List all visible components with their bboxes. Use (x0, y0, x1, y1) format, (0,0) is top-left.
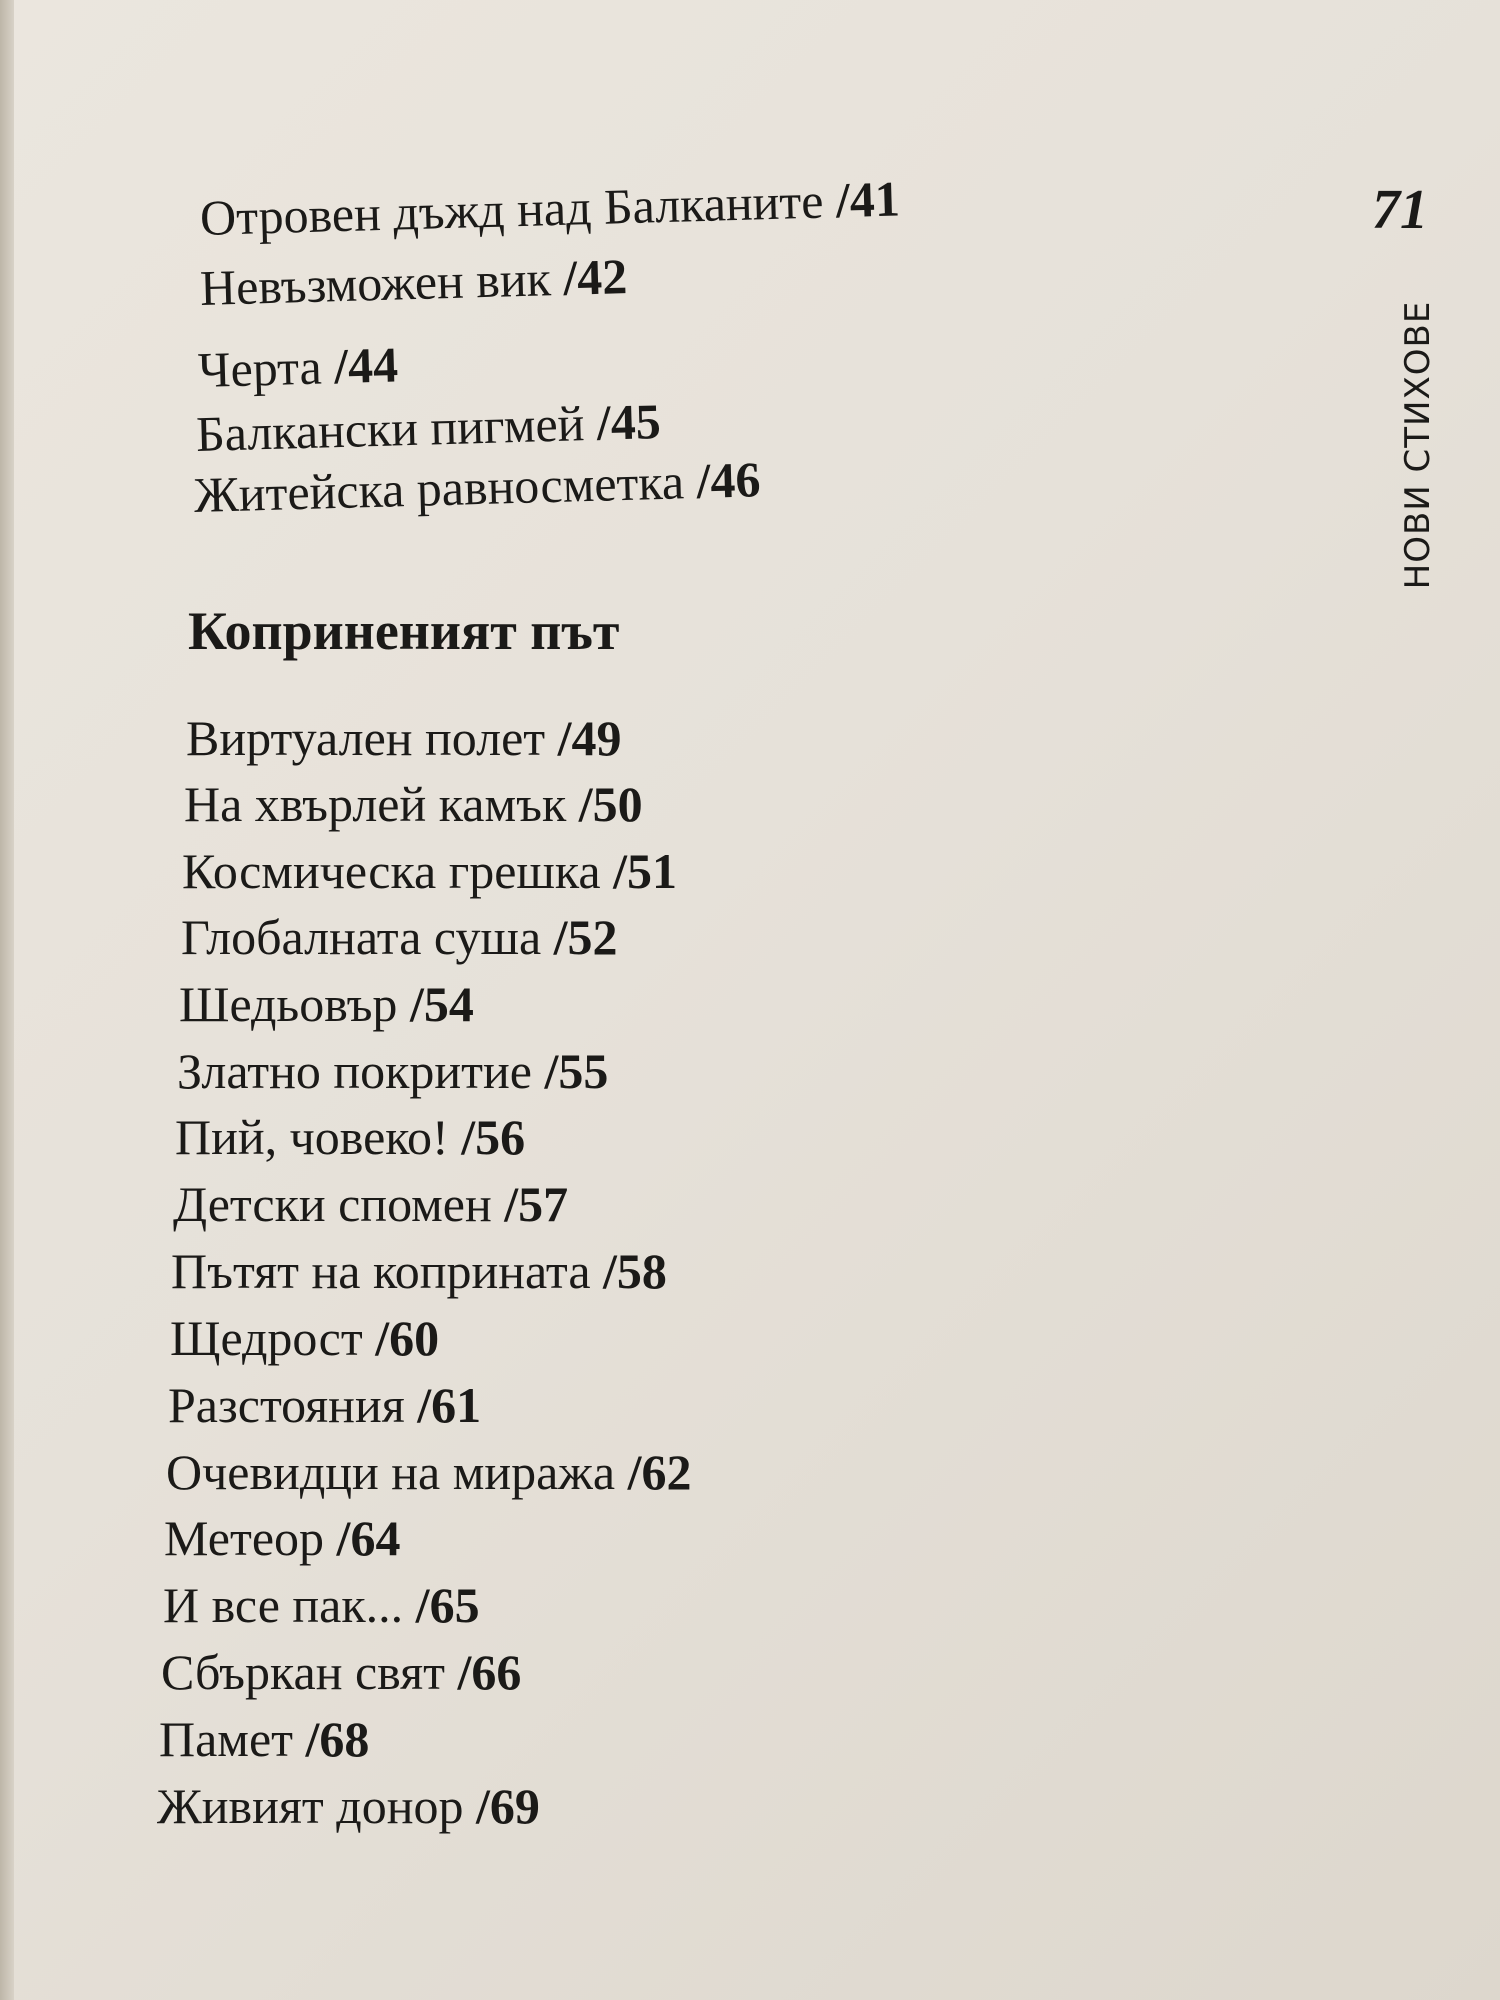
toc-entry-page: /56 (461, 1109, 526, 1165)
toc-entry-page: /58 (603, 1243, 667, 1299)
toc-entry-page: /61 (417, 1377, 482, 1433)
toc-entry (171, 1241, 667, 1301)
toc-entry-title: Щедрост (170, 1310, 376, 1366)
toc-entry-title: Отровен дъжд над Балканите (199, 172, 837, 246)
toc-entry-title: И все пак... (163, 1577, 416, 1633)
toc-entry-page: /45 (596, 393, 662, 451)
toc-entry (199, 168, 900, 248)
toc-entry (157, 1776, 540, 1836)
toc-entry-page: /60 (375, 1310, 440, 1366)
toc-entry-page: /65 (415, 1577, 480, 1633)
toc-entry (184, 774, 643, 834)
toc-entry-page: /42 (562, 248, 628, 306)
toc-entry (159, 1709, 369, 1769)
toc-entry (179, 974, 474, 1034)
toc-entry (163, 1575, 480, 1635)
toc-entry-title: Памет (159, 1711, 306, 1767)
running-header: НОВИ СТИХОВЕ (1398, 300, 1438, 590)
toc-entry-title: На хвърлей камък (184, 776, 579, 832)
toc-entry (177, 1041, 608, 1101)
toc-entry-title: Разстояния (168, 1377, 418, 1433)
toc-entry-title: Пий, човеко! (175, 1109, 462, 1165)
toc-entry (175, 1107, 525, 1167)
toc-entry-title: Виртуален полет (186, 710, 558, 766)
toc-entry-title: Балкански пигмей (195, 394, 598, 462)
page-number: 71 (1372, 179, 1428, 241)
toc-entry-page: /66 (457, 1644, 522, 1700)
toc-entry-page: /51 (613, 843, 678, 899)
toc-entry-page: /55 (544, 1043, 609, 1099)
toc-entry (197, 334, 399, 400)
toc-entry (173, 1174, 568, 1234)
toc-entry-page: /41 (835, 170, 901, 229)
toc-entry (181, 907, 618, 967)
toc-entry-title: Невъзможен вик (199, 249, 565, 316)
toc-entry (170, 1308, 439, 1368)
toc-entry-page: /62 (627, 1444, 692, 1500)
toc-entry-page: /69 (475, 1778, 540, 1834)
toc-entry-title: Златно покритие (177, 1043, 545, 1099)
toc-entry-page: /57 (504, 1176, 569, 1232)
toc-entry-title: Черта (197, 338, 335, 398)
toc-entry-page: /50 (578, 776, 643, 832)
toc-entry-page: /52 (553, 909, 618, 965)
toc-entry-title: Детски спомен (173, 1176, 505, 1232)
toc-entry-page: /44 (333, 336, 399, 395)
toc-entry-title: Пътят на коприната (171, 1243, 604, 1299)
toc-entry-page: /54 (409, 976, 474, 1032)
toc-entry-title: Космическа грешка (182, 843, 614, 899)
toc-entry-page: /46 (695, 451, 762, 509)
toc-entry (164, 1508, 400, 1568)
toc-entry-title: Очевидци на миража (166, 1444, 628, 1500)
toc-entry-page: /64 (336, 1510, 401, 1566)
toc-entry (168, 1375, 481, 1435)
toc-entry-page: /68 (305, 1711, 370, 1767)
toc-entry-page: /49 (557, 710, 622, 766)
toc-entry (166, 1442, 691, 1502)
toc-entry (182, 841, 677, 901)
toc-entry (199, 246, 628, 318)
section-heading: Коприненият път (188, 601, 620, 661)
toc-entry-title: Житейска равносметка (193, 452, 698, 523)
toc-entry-title: Сбъркан свят (161, 1644, 458, 1700)
toc-entry-title: Метеор (164, 1510, 337, 1566)
toc-entry (186, 708, 622, 768)
toc-entry (161, 1642, 521, 1702)
toc-entry-title: Живият донор (157, 1778, 476, 1834)
toc-entry-title: Глобалната суша (181, 909, 554, 965)
toc-entry-title: Шедьовър (179, 976, 410, 1032)
